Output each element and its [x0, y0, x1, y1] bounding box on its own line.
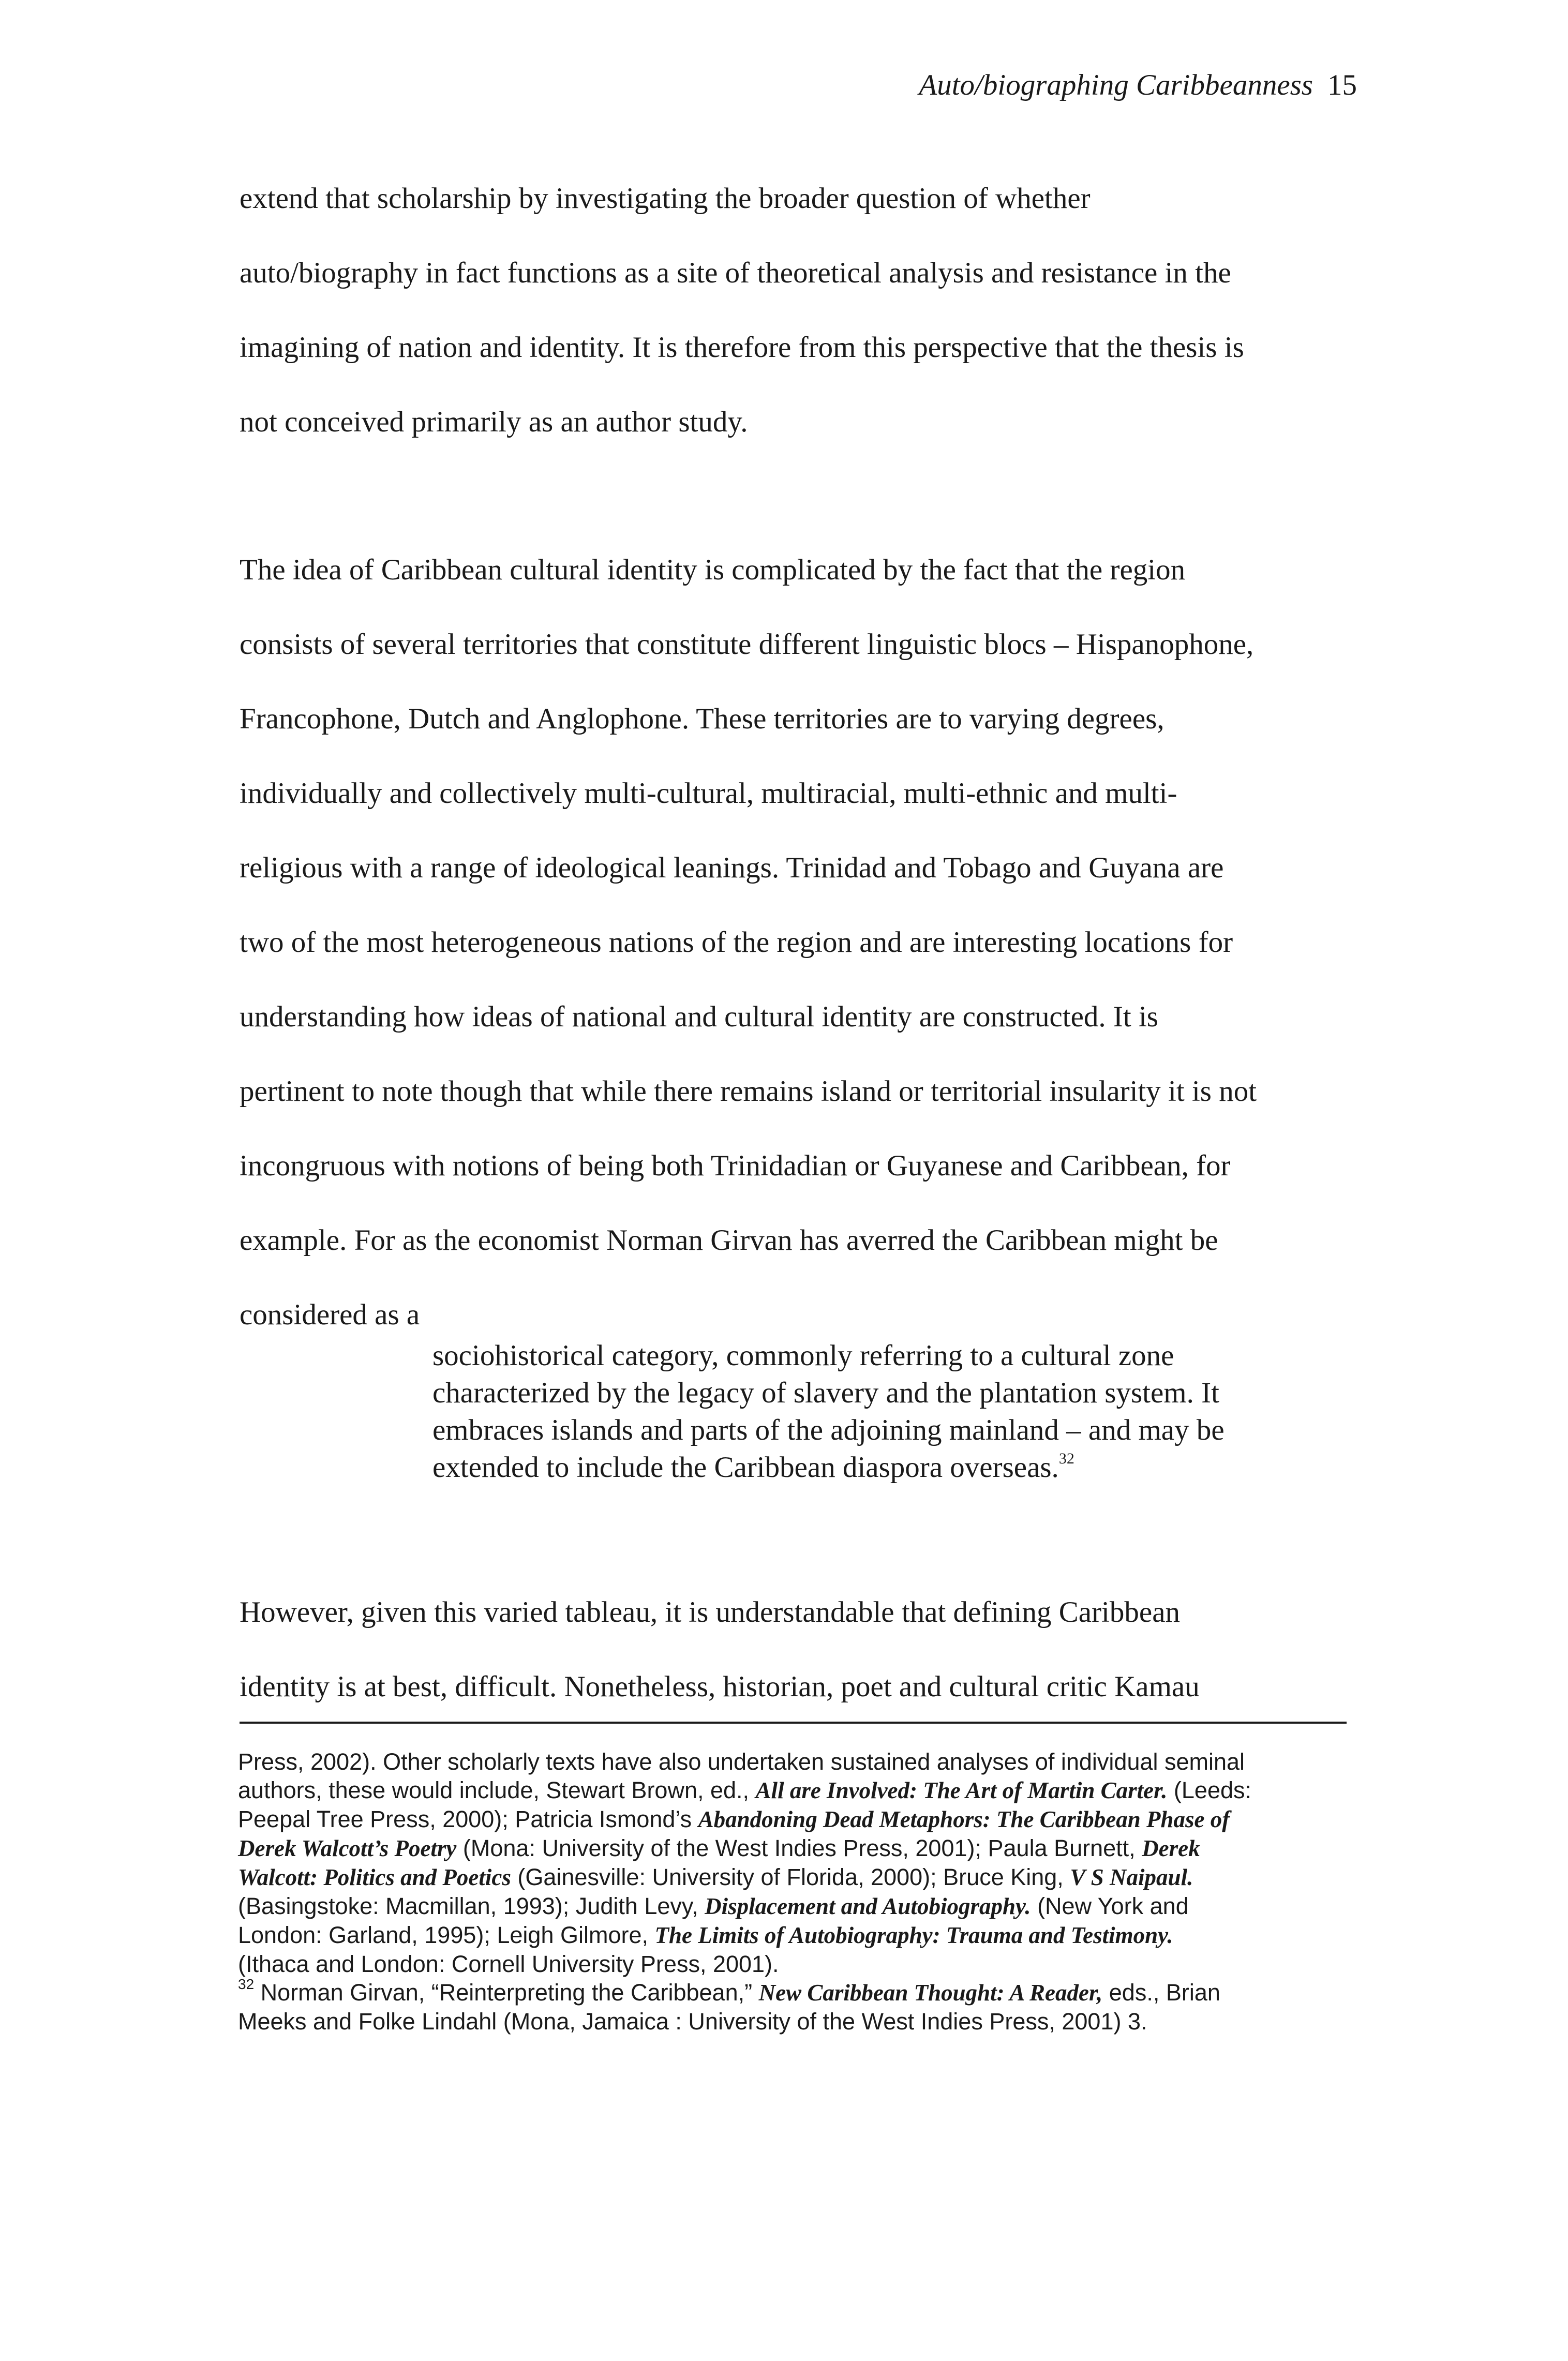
footnote-line: [238, 1747, 1350, 1776]
text-line: identity is at best, difficult. Nonetheless, historian, poet and cultural critic Kamau: [240, 1670, 1200, 1703]
paragraph-1: [240, 161, 1352, 459]
footnote-line: [238, 1892, 1350, 1921]
quote-line: embraces islands and parts of the adjoining mainland – and may be: [432, 1414, 1224, 1446]
footnote-text: (Mona: University of the West Indies Press, 2001); Paula Burnett,: [456, 1835, 1142, 1861]
text-line: individually and collectively multi-cultural, multiracial, multi-ethnic and multi-: [240, 777, 1177, 810]
footnote-divider: [240, 1722, 1347, 1724]
cited-title: All are Involved: The Art of Martin Carter.: [755, 1777, 1168, 1803]
text-line: not conceived primarily as an author study.: [240, 406, 748, 438]
footnote-line: [238, 1776, 1350, 1805]
text-line: understanding how ideas of national and cultural identity are constructed. It is: [240, 1000, 1158, 1033]
text-line: imagining of nation and identity. It is therefore from this perspective that the thesis is: [240, 331, 1244, 364]
text-line: extend that scholarship by investigating the broader question of whether: [240, 182, 1091, 215]
cited-title: Walcott: Politics and Poetics: [238, 1864, 511, 1890]
footnote-line: [238, 1834, 1350, 1863]
quote-line-text: extended to include the Caribbean diaspora overseas.: [432, 1451, 1059, 1484]
cited-title: Derek: [1142, 1835, 1200, 1861]
footnote-line: [238, 1950, 1350, 1978]
footnote-text: London: Garland, 1995); Leigh Gilmore,: [238, 1922, 655, 1948]
footnote-text: Meeks and Folke Lindahl (Mona, Jamaica : University of the West Indies Press, 2001) 3.: [238, 2008, 1147, 2035]
footnote-text: (Leeds:: [1167, 1777, 1252, 1803]
text-line: However, given this varied tableau, it is understandable that defining Caribbean: [240, 1596, 1180, 1628]
footnote-text: eds., Brian: [1102, 1979, 1220, 2006]
footnote-31-continued: [238, 1747, 1350, 1978]
quote-line-last: [432, 1449, 1322, 1486]
footnote-text: Press, 2002). Other scholarly texts have also undertaken sustained analyses of individual seminal: [238, 1749, 1245, 1775]
footnote-number: 32: [238, 1976, 255, 1992]
text-line: example. For as the economist Norman Girvan has averred the Caribbean might be: [240, 1224, 1218, 1257]
text-line: consists of several territories that constitute different linguistic blocs – Hispanophone,: [240, 628, 1254, 661]
cited-title: Displacement and Autobiography.: [705, 1893, 1031, 1919]
block-quote: [432, 1337, 1322, 1486]
quote-line: characterized by the legacy of slavery and the plantation system. It: [432, 1377, 1219, 1409]
text-line: incongruous with notions of being both Trinidadian or Guyanese and Caribbean, for: [240, 1149, 1231, 1182]
footnote-line: [238, 1921, 1350, 1950]
quote-line: sociohistorical category, commonly referring to a cultural zone: [432, 1339, 1174, 1372]
cited-title: New Caribbean Thought: A Reader,: [758, 1980, 1103, 2006]
cited-title: Abandoning Dead Metaphors: The Caribbean Phase of: [698, 1806, 1230, 1832]
cited-title: Derek Walcott’s Poetry: [238, 1835, 457, 1861]
text-line: considered as a: [240, 1298, 420, 1331]
cited-title: The Limits of Autobiography: Trauma and Testimony.: [654, 1922, 1173, 1948]
text-line: two of the most heterogeneous nations of the region and are interesting locations for: [240, 926, 1233, 959]
text-line: Francophone, Dutch and Anglophone. These territories are to varying degrees,: [240, 703, 1164, 735]
footnote-line: [238, 1978, 1350, 2007]
text-line: religious with a range of ideological leanings. Trinidad and Tobago and Guyana are: [240, 851, 1224, 884]
footnote-line: [238, 1863, 1350, 1892]
footnote-text: (Basingstoke: Macmillan, 1993); Judith Levy,: [238, 1893, 705, 1919]
footnote-text: (Ithaca and London: Cornell University Press, 2001).: [238, 1951, 779, 1977]
running-header-title: Auto/biographing Caribbeanness: [919, 69, 1313, 101]
footnote-text: Peepal Tree Press, 2000); Patricia Ismond’s: [238, 1806, 698, 1832]
footnote-32: [238, 1978, 1350, 2036]
paragraph-3: [240, 1575, 1352, 1724]
text-line: auto/biography in fact functions as a site of theoretical analysis and resistance in the: [240, 257, 1231, 289]
footnote-reference: 32: [1058, 1450, 1074, 1467]
paragraph-2: [240, 533, 1352, 1352]
footnote-line: [238, 2007, 1350, 2036]
footnote-text: Norman Girvan, “Reinterpreting the Caribbean,”: [254, 1979, 759, 2006]
cited-title: V S Naipaul.: [1070, 1864, 1193, 1890]
footnote-line: [238, 1805, 1350, 1834]
page-number: 15: [1327, 69, 1357, 101]
footnote-text: authors, these would include, Stewart Brown, ed.,: [238, 1777, 756, 1803]
text-line: The idea of Caribbean cultural identity is complicated by the fact that the region: [240, 554, 1186, 586]
footnote-text: (New York and: [1031, 1893, 1189, 1919]
text-line: pertinent to note though that while there remains island or territorial insularity it is not: [240, 1075, 1257, 1108]
running-header: [919, 68, 1357, 102]
footnotes: [238, 1747, 1350, 2036]
footnote-text: (Gainesville: University of Florida, 2000); Bruce King,: [511, 1864, 1070, 1890]
